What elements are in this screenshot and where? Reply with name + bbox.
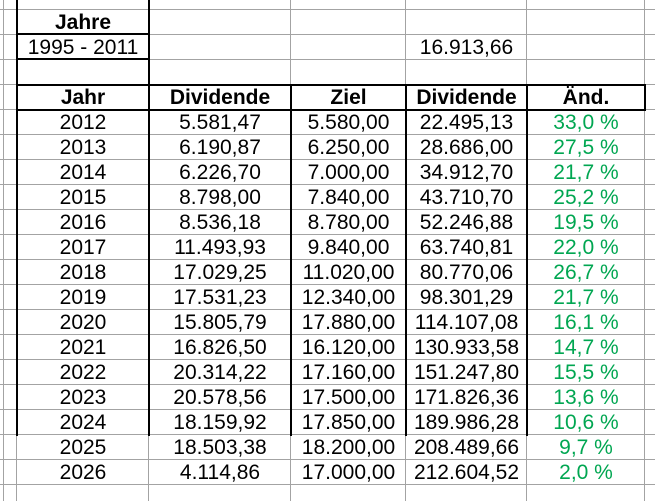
cell-kumuliert-2012[interactable]: 22.495,13 [419,111,514,134]
header-dividende-kumuliert[interactable]: Dividende [416,86,517,109]
cell-aenderung-2025[interactable]: 9,7 % [559,436,613,459]
header-ziel[interactable]: Ziel [330,86,367,109]
cell-ziel-2015[interactable]: 7.840,00 [307,186,390,209]
cell-aenderung-2015[interactable]: 25,2 % [553,186,619,209]
cell-dividende-2018[interactable]: 17.029,25 [173,261,267,284]
cell-jahr-2022[interactable]: 2022 [59,361,107,384]
cell-kumuliert-2015[interactable]: 43.710,70 [419,186,514,209]
cell-jahr-2013[interactable]: 2013 [59,136,107,159]
cell-aenderung-2020[interactable]: 16,1 % [553,311,619,334]
cell-dividende-2026[interactable]: 4.114,86 [179,461,261,484]
cell-aenderung-2024[interactable]: 10,6 % [553,411,619,434]
cell-dividende-2015[interactable]: 8.798,00 [179,186,261,209]
cell-ziel-2020[interactable]: 17.880,00 [301,311,396,334]
cell-aenderung-2023[interactable]: 13,6 % [553,386,619,409]
cell-jahr-2012[interactable]: 2012 [59,111,107,134]
cell-aenderung-2018[interactable]: 26,7 % [553,261,619,284]
cell-dividende-2024[interactable]: 18.159,92 [173,411,267,434]
cell-ziel-2019[interactable]: 12.340,00 [301,286,396,309]
cell-ziel-2018[interactable]: 11.020,00 [302,261,395,284]
cell-ziel-2021[interactable]: 16.120,00 [301,336,396,359]
cell-ziel-2016[interactable]: 8.780,00 [307,211,390,234]
cell-jahr-2014[interactable]: 2014 [59,161,107,184]
cell-zeitraum[interactable]: 1995 - 2011 [27,36,139,59]
cell-dividende-2022[interactable]: 20.314,22 [173,361,267,384]
cell-ziel-2022[interactable]: 17.160,00 [301,361,396,384]
cell-jahr-2023[interactable]: 2023 [59,386,107,409]
cell-aenderung-2017[interactable]: 22,0 % [553,236,619,259]
cell-ziel-2023[interactable]: 17.500,00 [301,386,396,409]
cell-ziel-2014[interactable]: 7.000,00 [307,161,390,184]
cell-jahr-2017[interactable]: 2017 [59,236,107,259]
cell-kumuliert-2016[interactable]: 52.246,88 [419,211,514,234]
cell-dividende-2023[interactable]: 20.578,56 [173,386,267,409]
cell-aenderung-2019[interactable]: 21,7 % [553,286,619,309]
cell-dividende-2017[interactable]: 11.493,93 [174,236,266,259]
cell-jahr-2016[interactable]: 2016 [59,211,107,234]
cell-kumuliert-2021[interactable]: 130.933,58 [413,336,520,359]
cell-jahr-2025[interactable]: 2025 [59,436,107,459]
cell-jahr-2024[interactable]: 2024 [59,411,107,434]
cell-dividende-2020[interactable]: 15.805,79 [173,311,267,334]
cell-dividende-2019[interactable]: 17.531,23 [173,286,267,309]
cell-aenderung-2016[interactable]: 19,5 % [553,211,619,234]
cell-kumuliert-2017[interactable]: 63.740,81 [419,236,514,259]
gridline-v [3,0,4,501]
cell-kumuliert-2014[interactable]: 34.912,70 [419,161,514,184]
cell-aenderung-2013[interactable]: 27,5 % [553,136,619,159]
cell-summe-1995-2011[interactable]: 16.913,66 [419,36,514,59]
cell-dividende-2021[interactable]: 16.826,50 [173,336,267,359]
cell-ziel-2025[interactable]: 18.200,00 [301,436,396,459]
cell-dividende-2025[interactable]: 18.503,38 [173,436,267,459]
cell-aenderung-2026[interactable]: 2,0 % [559,461,613,484]
cell-ziel-2017[interactable]: 9.840,00 [307,236,390,259]
cell-aenderung-2022[interactable]: 15,5 % [553,361,619,384]
cell-aenderung-2012[interactable]: 33,0 % [553,111,619,134]
cell-dividende-2014[interactable]: 6.226,70 [179,161,261,184]
cell-kumuliert-2022[interactable]: 151.247,80 [413,361,520,384]
cell-jahr-2015[interactable]: 2015 [59,186,107,209]
cell-aenderung-2021[interactable]: 14,7 % [553,336,619,359]
cell-jahr-2020[interactable]: 2020 [59,311,107,334]
cell-kumuliert-2013[interactable]: 28.686,00 [419,136,514,159]
cell-ziel-2024[interactable]: 17.850,00 [301,411,396,434]
cell-kumuliert-2018[interactable]: 80.770,06 [419,261,514,284]
cell-jahr-2018[interactable]: 2018 [59,261,107,284]
cell-jahre-label[interactable]: Jahre [54,11,112,34]
cell-dividende-2016[interactable]: 8.536,18 [179,211,261,234]
cell-ziel-2012[interactable]: 5.580,00 [307,111,390,134]
header-jahr[interactable]: Jahr [60,86,106,109]
cell-aenderung-2014[interactable]: 21,7 % [553,161,619,184]
cell-kumuliert-2019[interactable]: 98.301,29 [419,286,514,309]
cell-dividende-2012[interactable]: 5.581,47 [179,111,261,134]
cell-jahr-2019[interactable]: 2019 [59,286,107,309]
cell-kumuliert-2020[interactable]: 114.107,08 [414,311,519,334]
cell-kumuliert-2024[interactable]: 189.986,28 [413,411,520,434]
cell-kumuliert-2025[interactable]: 208.489,66 [413,436,520,459]
cell-kumuliert-2023[interactable]: 171.826,36 [413,386,520,409]
header-aenderung[interactable]: Änd. [562,86,610,109]
cell-kumuliert-2026[interactable]: 212.604,52 [413,461,520,484]
cell-ziel-2026[interactable]: 17.000,00 [301,461,396,484]
cell-jahr-2021[interactable]: 2021 [59,336,107,359]
cell-dividende-2013[interactable]: 6.190,87 [179,136,261,159]
cell-ziel-2013[interactable]: 6.250,00 [307,136,390,159]
cell-jahr-2026[interactable]: 2026 [59,461,107,484]
header-dividende[interactable]: Dividende [169,86,271,109]
